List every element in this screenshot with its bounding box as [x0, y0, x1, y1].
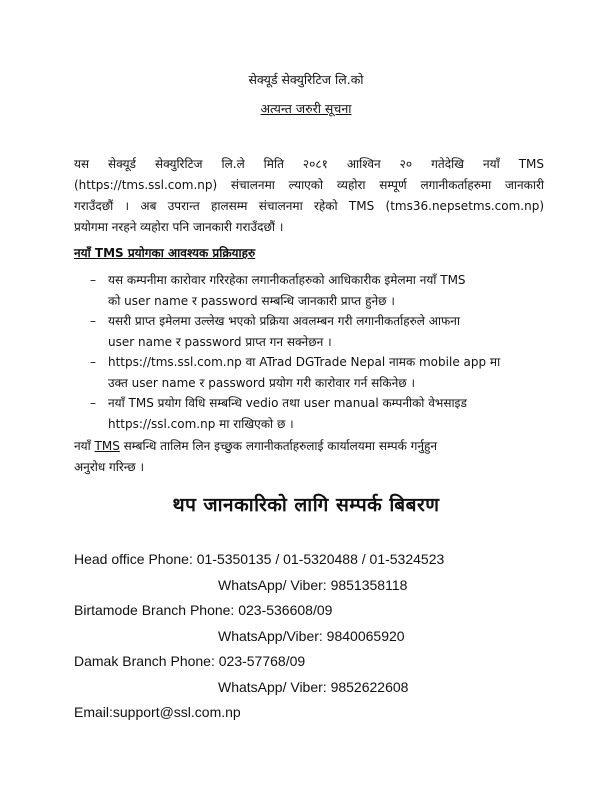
training-line-2: अनुरोध गरिन्छ ।: [74, 460, 145, 474]
intro-line: गराउँदछौं । अब उपरान्त हालसम्म संचालनमा रहेको TMS (tms36.nepsetms.com.np): [74, 199, 544, 213]
step-line: https://ssl.com.np मा राखिएको छ ।: [108, 416, 294, 431]
training-post: सम्बन्धि तालिम लिन इच्छुक लगानीकर्ताहरुलाई कार्यालयमा सम्पर्क गर्नुहुन: [119, 439, 438, 453]
head-office-phone: Head office Phone: 01-5350135 / 01-5320488 / 01-5324523: [74, 551, 445, 567]
birtamode-whatsapp: WhatsApp/Viber: 9840065920: [218, 628, 405, 644]
dash-bullet: –: [90, 314, 96, 328]
step-line: यसरी प्राप्त इमेलमा उल्लेख भएको प्रक्रिया अवलम्बन गरी लगानीकर्ताहरुले आफना: [108, 314, 460, 328]
step-line: को user name र password सम्बन्धि जानकारी प्राप्त हुनेछ ।: [108, 293, 395, 308]
step-line: उक्त user name र password प्रयोग गरी कारोवार गर्न सकिनेछ ।: [108, 375, 416, 390]
tms-underlined: TMS: [94, 439, 120, 453]
dash-bullet: –: [90, 273, 96, 287]
training-line: [74, 436, 544, 457]
list-item: [74, 352, 544, 393]
intro-paragraph: [74, 154, 544, 238]
damak-whatsapp: WhatsApp/ Viber: 9852622608: [218, 679, 409, 695]
company-name: सेक्यूर्ड सेक्युरिटिज लि.को: [248, 72, 364, 87]
list-item: [74, 311, 544, 352]
intro-line: (https://tms.ssl.com.np) संचालनमा ल्याएको व्यहोरा सम्पूर्ण लगानीकर्ताहरुमा जानकारी: [74, 178, 544, 192]
intro-line: प्रयोगमा नरहने व्यहोरा पनि जानकारी गराउँदछौं ।: [74, 220, 284, 234]
step-line: https://tms.ssl.com.np वा ATrad DGTrade Nepal नामक mobile app मा: [108, 355, 501, 369]
damak-phone: Damak Branch Phone: 023-57768/09: [74, 653, 306, 669]
birtamode-phone: Birtamode Branch Phone: 023-536608/09: [74, 602, 333, 618]
list-item: [74, 270, 544, 311]
intro-line: यस सेक्यूर्ड सेक्युरिटिज लि.ले मिति २०८१ आश्विन २० गतेदेखि नयाँ TMS: [74, 157, 544, 171]
steps-heading: नयाँ TMS प्रयोगका आवश्यक प्रक्रियाहरु: [74, 246, 256, 260]
training-pre: नयाँ: [74, 439, 95, 453]
training-paragraph: [74, 436, 544, 478]
contact-title: थप जानकारिको लागि सम्पर्क बिबरण: [172, 494, 440, 516]
notice-title: अत्यन्त जरुरी सूचना: [260, 101, 352, 116]
head-office-whatsapp: WhatsApp/ Viber: 9851358118: [218, 577, 408, 593]
step-line: user name र password प्राप्त गन सक्नेछन ।: [108, 334, 332, 349]
email-address: Email:support@ssl.com.np: [74, 704, 241, 720]
list-item: [74, 393, 544, 434]
dash-bullet: –: [90, 396, 96, 410]
dash-bullet: –: [90, 355, 96, 369]
step-line: यस कम्पनीमा कारोवार गरिरहेका लगानीकर्ताहरुको आधिकारीक इमेलमा नयाँ TMS: [108, 273, 466, 287]
steps-list: [74, 270, 544, 434]
step-line: नयाँ TMS प्रयोग विधि सम्बन्धि vedio तथा user manual कम्पनीको वेभसाइड: [108, 396, 467, 410]
